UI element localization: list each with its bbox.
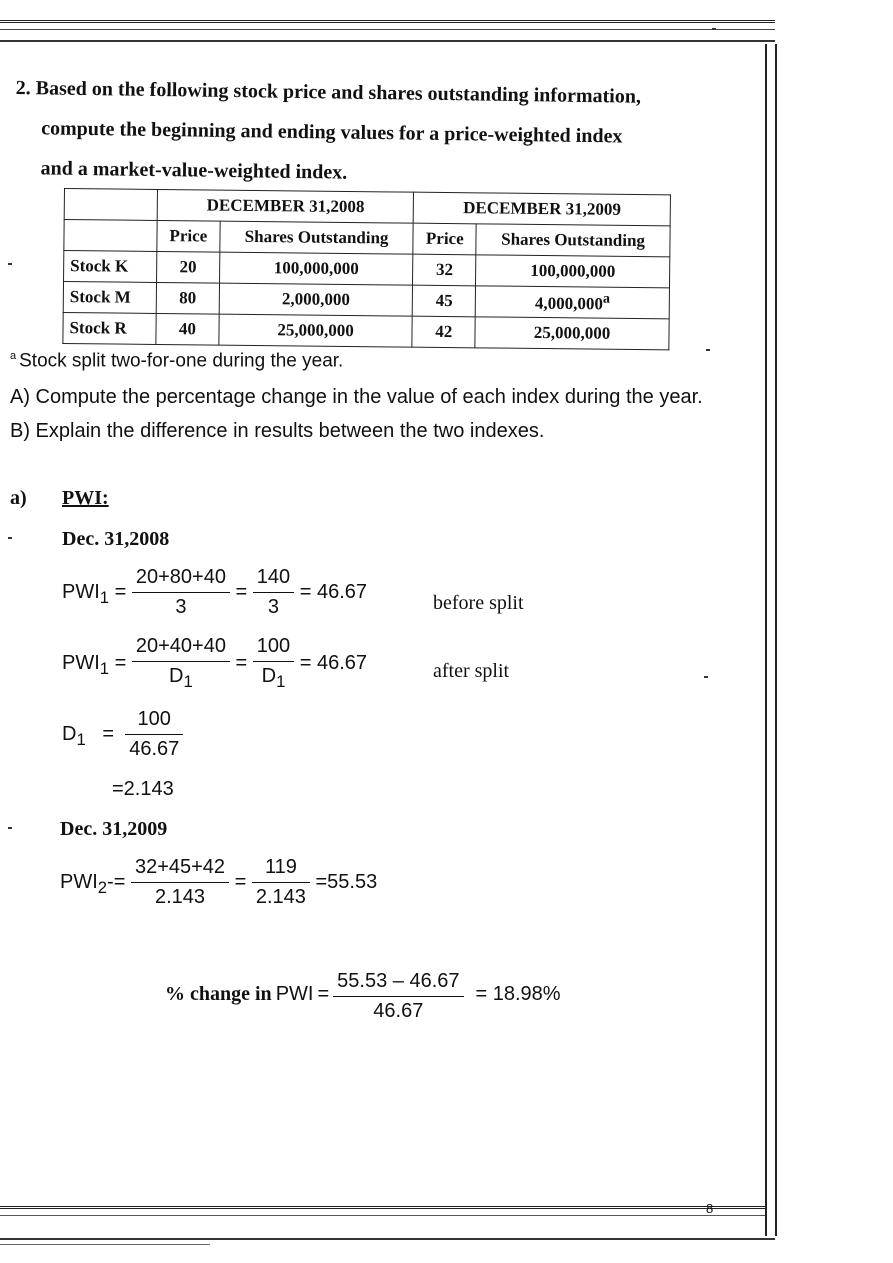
denominator: 3 — [267, 596, 280, 618]
eq-sign: = — [114, 651, 127, 674]
col-shares-2009: Shares Outstanding — [476, 224, 670, 257]
eq-lhs: PWI — [62, 580, 100, 603]
part-label: a) — [10, 487, 27, 509]
denominator: 3 — [175, 596, 187, 618]
cell-shares-2008: 2,000,000 — [219, 283, 413, 316]
pct-lhs: PWI — [275, 983, 314, 1006]
pwi1-before-split-equation — [62, 566, 367, 619]
row-stock-label: Stock K — [64, 251, 157, 283]
eq-sign: = — [114, 580, 127, 603]
eq-sign: = — [235, 580, 248, 603]
eq-sign: = — [235, 651, 248, 674]
pct-label: % change in — [165, 983, 272, 1006]
col-price-2008: Price — [157, 220, 220, 252]
divisor-equation — [62, 708, 183, 761]
eq-lhs-sub: 1 — [76, 729, 86, 749]
eq-result: = 46.67 — [299, 651, 368, 674]
eq-lhs: D — [62, 722, 77, 745]
eq-result: = 46.67 — [299, 580, 368, 603]
top-border — [0, 20, 775, 30]
top-border-inner — [0, 40, 775, 46]
col-price-2009: Price — [413, 223, 476, 255]
numerator: 32+45+42 — [131, 856, 229, 883]
question-line-1: 2. Based on the following stock price and shares outstanding information, — [15, 76, 642, 108]
eq-lhs: PWI — [60, 870, 98, 893]
footnote-text: Stock split two-for-one during the year. — [19, 350, 344, 372]
bottom-rule — [0, 1244, 210, 1245]
question-line-3: and a market-value-weighted index. — [40, 157, 348, 184]
eq-lhs: PWI — [62, 651, 100, 674]
fraction — [131, 856, 229, 909]
shares-value: 4,000,000 — [534, 293, 603, 314]
cell-price-2009: 32 — [413, 254, 476, 286]
fraction — [132, 566, 230, 619]
eq-result: =55.53 — [315, 870, 378, 893]
divisor-symbol: D — [169, 665, 184, 687]
denominator — [132, 662, 230, 692]
fraction — [125, 708, 183, 761]
cell-shares-2009: 25,000,000 — [475, 317, 669, 350]
cell-price-2008: 80 — [156, 282, 219, 314]
cell-price-2009: 42 — [412, 316, 475, 348]
cell-shares-2008: 100,000,000 — [219, 252, 413, 285]
numerator: 119 — [252, 856, 310, 883]
denominator — [253, 662, 294, 692]
eq-lhs-sub: 2 — [97, 877, 108, 897]
scan-speck — [712, 28, 716, 30]
date-2009-heading: Dec. 31,2009 — [60, 818, 168, 840]
table-footnote — [10, 350, 343, 372]
right-border — [765, 44, 777, 1236]
fraction — [333, 970, 463, 1023]
denominator: 2.143 — [255, 886, 306, 908]
period-header-2009: DECEMBER 31,2009 — [414, 192, 671, 226]
stock-data-table — [62, 188, 671, 350]
fraction — [252, 856, 310, 909]
fraction — [253, 566, 294, 619]
question-line-2: compute the beginning and ending values for a price-weighted index — [41, 117, 623, 148]
eq-lhs-sub: 1 — [99, 587, 110, 607]
eq-sign: -= — [107, 870, 126, 893]
task-a: A) Compute the percentage change in the value of each index during the year. — [10, 386, 703, 408]
period-header-2008: DECEMBER 31,2008 — [157, 189, 414, 223]
question-text — [14, 68, 736, 198]
numerator: 100 — [125, 708, 183, 735]
pwi-heading: PWI: — [62, 487, 109, 509]
numerator: 55.53 – 46.67 — [333, 970, 463, 997]
denominator: 46.67 — [373, 1000, 424, 1022]
divisor-result: =2.143 — [112, 778, 174, 800]
scan-speck — [704, 676, 708, 678]
cell-price-2008: 40 — [156, 313, 219, 345]
cell-shares-2009 — [475, 286, 669, 319]
scan-speck — [706, 349, 710, 351]
scan-speck — [8, 827, 12, 829]
table-row — [63, 312, 669, 349]
pct-result: = 18.98% — [475, 983, 561, 1006]
denominator: 46.67 — [129, 738, 180, 760]
page-number: 8 — [706, 1201, 714, 1216]
percent-change-equation — [165, 970, 561, 1023]
scan-speck — [8, 263, 12, 265]
date-2008-heading: Dec. 31,2008 — [62, 528, 170, 550]
scan-speck — [8, 537, 12, 539]
denominator: 2.143 — [154, 886, 206, 908]
pwi1-after-split-equation — [62, 635, 367, 692]
footnote-marker: a — [602, 290, 611, 307]
divisor-sub: 1 — [276, 672, 286, 691]
cell-shares-2008: 25,000,000 — [219, 314, 413, 347]
numerator: 20+40+40 — [132, 635, 230, 662]
before-split-note: before split — [433, 592, 524, 614]
cell-price-2008: 20 — [157, 251, 220, 283]
cell-shares-2009: 100,000,000 — [476, 255, 670, 288]
eq-lhs-sub: 1 — [99, 658, 110, 678]
cell-price-2009: 45 — [413, 285, 476, 317]
numerator: 20+80+40 — [132, 566, 230, 593]
divisor-symbol: D — [261, 665, 277, 687]
table-corner-cell — [64, 220, 157, 252]
fraction — [132, 635, 230, 692]
col-shares-2008: Shares Outstanding — [220, 221, 414, 254]
after-split-note: after split — [433, 660, 510, 682]
pwi2-equation: $PWI_2-=$ $\frac{32+45+42}{2.143}$ = $\frac{119}{2.143}$ =55.53 — [60, 856, 378, 908]
divisor-sub: 1 — [183, 672, 193, 691]
table-corner-cell — [64, 189, 157, 221]
row-stock-label: Stock M — [63, 282, 156, 314]
task-b: B) Explain the difference in results between the two indexes. — [10, 420, 545, 442]
row-stock-label: Stock R — [63, 312, 156, 344]
footnote-mark: a — [10, 350, 17, 362]
fraction — [253, 635, 294, 692]
eq-sign: = — [317, 983, 330, 1006]
bottom-border — [0, 1206, 765, 1216]
numerator: 100 — [253, 635, 294, 662]
numerator: 140 — [253, 566, 294, 593]
eq-sign: = — [102, 722, 115, 745]
